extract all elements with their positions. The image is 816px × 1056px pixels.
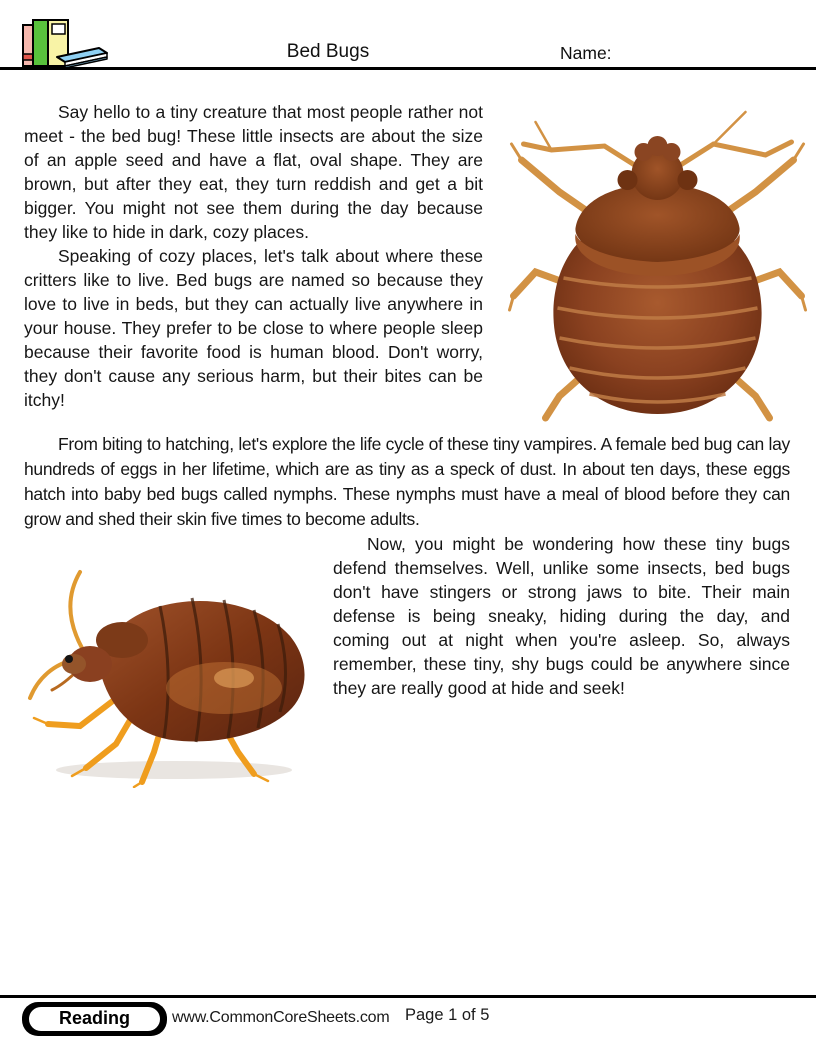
books-logo-icon <box>21 12 111 68</box>
paragraph-1: Say hello to a tiny creature that most people rather not meet - the bed bug! These little insects are about the size of an apple seed and have a flat, oval shape. They are brown, but after they eat, they turn reddish and get a bit bigger. You might not see them during the day because they like to hide in dark, cozy places. <box>24 102 483 242</box>
paragraph-3: From biting to hatching, let's explore the life cycle of these tiny vampires. A female bed bug can lay hundreds of eggs in her lifetime, which are as tiny as a speck of dust. In about ten days, these eggs hatch into baby bed bugs called nymphs. These nymphs must have a meal of blood before they can grow and shed their skin five times to become adults. <box>24 434 790 529</box>
paragraph-2: Speaking of cozy places, let's talk about where these critters like to live. Bed bugs are named so because they love to live in beds, but they can actually live anywhere in your house. They prefer to be close to where people sleep because their favorite food is human blood. Don't worry, they don't cause any serious harm, but their bites can be itchy! <box>24 246 483 410</box>
page-title: Bed Bugs <box>286 41 370 62</box>
footer-divider <box>0 995 816 998</box>
reading-passage <box>24 70 790 700</box>
website-text: www.CommonCoreSheets.com <box>172 1009 390 1026</box>
page-number: Page 1 of 5 <box>405 1006 490 1024</box>
name-label: Name: <box>560 43 612 63</box>
page-header <box>0 0 816 70</box>
bed-bug-top-view-image <box>505 100 810 422</box>
paragraph-4: Now, you might be wondering how these tiny bugs defend themselves. Well, unlike some insects, bed bugs don't have stingers or strong jaws to bite. Their main defense is being sneaky, hiding during the day, and coming out at night when you're asleep. So, always remember, these tiny, shy bugs could be anywhere since they are really good at hide and seek! <box>333 534 790 698</box>
subject-badge <box>22 1002 167 1036</box>
bed-bug-side-view-image <box>24 560 320 788</box>
subject-badge-label: Reading <box>27 1005 162 1033</box>
header-divider <box>0 67 816 70</box>
page-footer <box>0 995 816 1056</box>
